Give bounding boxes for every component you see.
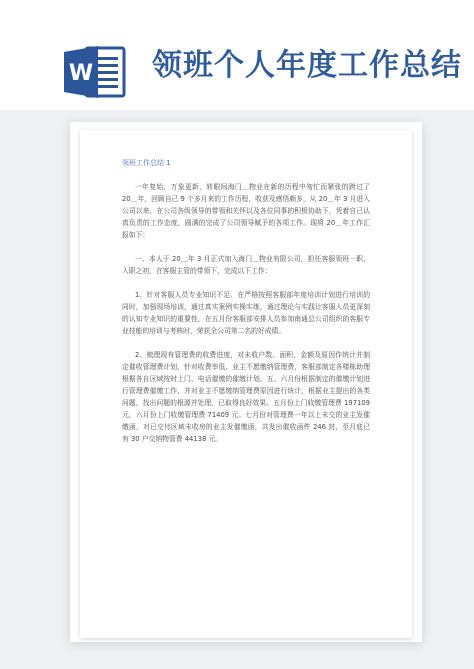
document-content: [122, 157, 370, 457]
paragraph-2: 1、针对客服人员专业知识不足、在严格按照客服部年度培训计划进行培训的同时，加强现场培训，通过真实案例实操实练，通过理论与实践让客服人员更深刻的认知专业知识的重要性，在五月份客服部安排人员参加南通总公司组织的客服专业技能的培训与考核时，荣获全公司第二名的好成绩。: [122, 291, 370, 335]
word-icon-letter: W: [68, 61, 94, 86]
word-document-icon: [64, 44, 126, 100]
page-title: 领班个人年度工作总结: [152, 48, 462, 83]
section-title: 领班工作总结 1: [122, 159, 171, 167]
paragraph-1: 一、本人于 20＿年 3 月正式加入海门＿物业有限公司，担任客服领班一职，入职之初，在客服主管的带领下，完成以下工作：: [122, 255, 370, 275]
paragraph-intro: 一年复始，万象更新，转眼间海门＿物业在新的历程中匆忙而紧张的跨过了 20＿年，回顾自己 9 个多月来的工作历程，收获及感悟颇多，从 20＿年 3 月进入公司以来，在公司各级领导的带领和关怀以及各位同事的积极协助下，凭着自己认真负责的工作态度，圆满的完成了公司领导赋予的各项工作。现将 20＿年工作汇报如下：: [122, 183, 370, 239]
paragraph-3: 2、梳理现有管理费的收费进度，对未收户数、面积、金额及原因作统计并制定催收管理费计划，针对收费率低、业主不愿缴纳管理费，客服部制定各楼栋助理根据各自区域按时上门、电话催缴的催缴计划。五、六月份根据制定的催缴计划进行管理费催缴工作，并对业主不愿缴纳管理费原因进行统计，根据业主提出的各类问题，找出问题的根源并处理，已取得良好效果。五月份上门收缴管理费 197109 元，六月份上门收缴管理费 71409 元。七月份对管理费一年以上未交的业主发催缴函，对已交付区域未收房的业主发催缴函，共发出催收函件 246 封，至月底已有 30 户交纳物管费 44138 元。: [122, 351, 370, 443]
header: [0, 0, 474, 110]
